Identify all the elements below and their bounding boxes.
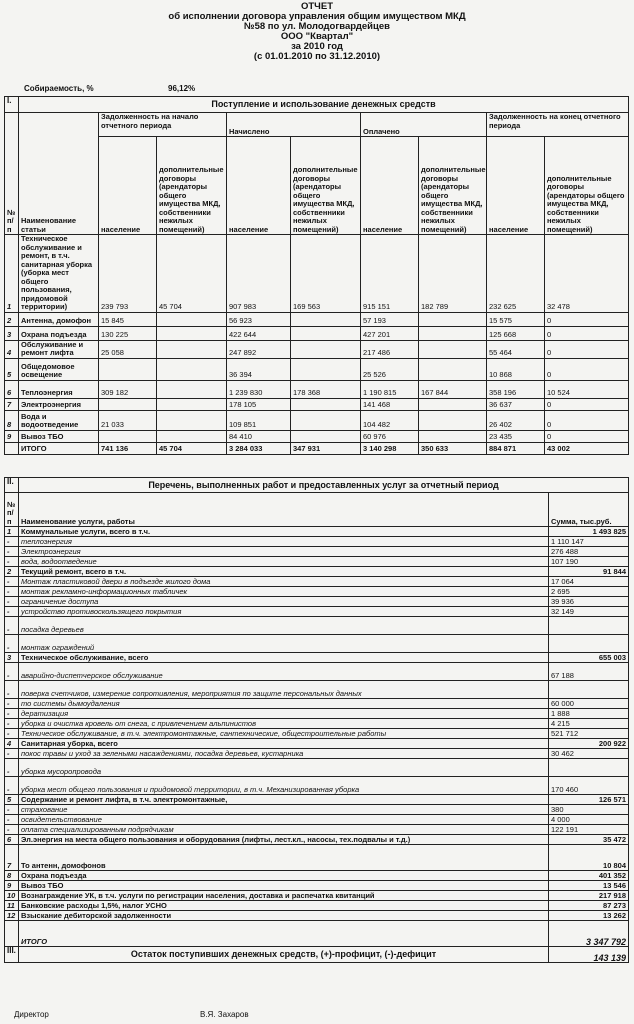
row-value: 0 bbox=[545, 326, 629, 340]
row-name: Содержание и ремонт лифта, в т.ч. электромонтажные, bbox=[19, 795, 549, 805]
row-number: - bbox=[5, 681, 19, 699]
row-sum: 122 191 bbox=[549, 825, 629, 835]
report-year: за 2010 год bbox=[291, 41, 343, 52]
service-row bbox=[5, 617, 629, 635]
row-number: - bbox=[5, 777, 19, 795]
row-value: 169 563 bbox=[291, 235, 361, 313]
row-value: 1 239 830 bbox=[227, 380, 291, 398]
row-value: 45 704 bbox=[157, 235, 227, 313]
row-name: ограничение доступа bbox=[19, 597, 549, 607]
row-value: 167 844 bbox=[419, 380, 487, 398]
balance-value: 143 139 bbox=[549, 947, 629, 963]
row-value: 247 892 bbox=[227, 340, 291, 358]
row-value bbox=[419, 358, 487, 380]
row-value: 26 402 bbox=[487, 410, 545, 430]
row-sum: 4 215 bbox=[549, 719, 629, 729]
col-service-header: Наименование услуги, работы bbox=[19, 493, 549, 527]
service-row bbox=[5, 527, 629, 537]
row-name: оплата специализированным подрядчикам bbox=[19, 825, 549, 835]
row-value: 178 105 bbox=[227, 398, 291, 410]
income-row bbox=[5, 398, 629, 410]
total-value: 347 931 bbox=[291, 442, 361, 454]
service-row bbox=[5, 567, 629, 577]
row-name: Общедомовое освещение bbox=[19, 358, 99, 380]
row-number: 6 bbox=[5, 380, 19, 398]
row-number: - bbox=[5, 617, 19, 635]
row-name: поверка счетчиков, измерение сопротивления, мероприятия по защите персональных данных bbox=[19, 681, 549, 699]
sub-pop-header: население bbox=[361, 137, 419, 235]
row-name: покос травы и уход за зелеными насаждениями, посадка деревьев, кустарника bbox=[19, 749, 549, 759]
row-value: 915 151 bbox=[361, 235, 419, 313]
row-sum: 1 888 bbox=[549, 709, 629, 719]
row-value bbox=[419, 312, 487, 326]
row-name: уборка мест общего пользования и придомовой территории, в т.ч. Механизированная уборка bbox=[19, 777, 549, 795]
signature-name: В.Я. Захаров bbox=[200, 1010, 249, 1019]
report-header bbox=[0, 2, 634, 62]
service-row bbox=[5, 835, 629, 845]
row-sum: 655 003 bbox=[549, 653, 629, 663]
row-value: 25 058 bbox=[99, 340, 157, 358]
row-sum bbox=[549, 635, 629, 653]
row-number: - bbox=[5, 663, 19, 681]
row-name: то системы дымоудаления bbox=[19, 699, 549, 709]
row-value bbox=[99, 430, 157, 442]
row-number: 12 bbox=[5, 911, 19, 921]
row-value: 0 bbox=[545, 358, 629, 380]
row-number: - bbox=[5, 557, 19, 567]
service-row bbox=[5, 709, 629, 719]
income-row bbox=[5, 312, 629, 326]
row-sum: 91 844 bbox=[549, 567, 629, 577]
service-row bbox=[5, 587, 629, 597]
row-number: 8 bbox=[5, 871, 19, 881]
row-value: 32 478 bbox=[545, 235, 629, 313]
sub-pop-header: население bbox=[227, 137, 291, 235]
row-sum: 39 936 bbox=[549, 597, 629, 607]
row-sum: 10 804 bbox=[549, 845, 629, 871]
row-value: 23 435 bbox=[487, 430, 545, 442]
row-name: Вода и водоотведение bbox=[19, 410, 99, 430]
row-value: 25 526 bbox=[361, 358, 419, 380]
section-1-number: I. bbox=[5, 97, 19, 113]
row-name: Техническое обслуживание, в т.ч. электромонтажные, сантехнические, общестроительные работы bbox=[19, 729, 549, 739]
row-value: 358 196 bbox=[487, 380, 545, 398]
row-value bbox=[157, 358, 227, 380]
row-sum bbox=[549, 759, 629, 777]
service-row bbox=[5, 739, 629, 749]
sub-pop-header: население bbox=[487, 137, 545, 235]
sub-add-header: дополнительные договоры (арендаторы общего имущества МКД, собственники нежилых помещений) bbox=[419, 137, 487, 235]
row-sum: 60 000 bbox=[549, 699, 629, 709]
report-subtitle: об исполнении договора управления общим имуществом МКД bbox=[168, 11, 466, 22]
col-number-header: № п/ п bbox=[5, 493, 19, 527]
service-row bbox=[5, 537, 629, 547]
row-number: - bbox=[5, 699, 19, 709]
row-number: 9 bbox=[5, 430, 19, 442]
row-number bbox=[5, 442, 19, 454]
row-value bbox=[99, 358, 157, 380]
report-address: №58 по ул. Молодогвардейцев bbox=[244, 21, 390, 32]
row-value: 125 668 bbox=[487, 326, 545, 340]
row-sum: 1 110 147 bbox=[549, 537, 629, 547]
row-name: Техническое обслуживание и ремонт, в т.ч. санитарная уборка (уборка мест общего пользования, придомовой территории) bbox=[19, 235, 99, 313]
service-row bbox=[5, 815, 629, 825]
row-value: 232 625 bbox=[487, 235, 545, 313]
row-name: Охрана подъезда bbox=[19, 326, 99, 340]
row-value: 309 182 bbox=[99, 380, 157, 398]
row-value: 0 bbox=[545, 430, 629, 442]
total-value: 3 284 033 bbox=[227, 442, 291, 454]
income-row bbox=[5, 358, 629, 380]
row-value: 141 468 bbox=[361, 398, 419, 410]
row-sum: 126 571 bbox=[549, 795, 629, 805]
row-number: - bbox=[5, 607, 19, 617]
row-number: 5 bbox=[5, 358, 19, 380]
row-sum: 200 922 bbox=[549, 739, 629, 749]
row-number bbox=[5, 921, 19, 947]
row-name: Вывоз ТБО bbox=[19, 430, 99, 442]
signature-role: Директор bbox=[14, 1010, 49, 1019]
service-row bbox=[5, 653, 629, 663]
row-value bbox=[419, 340, 487, 358]
row-value bbox=[157, 398, 227, 410]
service-row bbox=[5, 547, 629, 557]
row-name: страхование bbox=[19, 805, 549, 815]
row-name: монтаж рекламно-информационных табличек bbox=[19, 587, 549, 597]
row-value bbox=[157, 380, 227, 398]
row-sum: 17 064 bbox=[549, 577, 629, 587]
row-value: 15 575 bbox=[487, 312, 545, 326]
row-value: 130 225 bbox=[99, 326, 157, 340]
row-value: 21 033 bbox=[99, 410, 157, 430]
row-name: вода, водоотведение bbox=[19, 557, 549, 567]
section-3-title: Остаток поступивших денежных средств, (+)-профицит, (-)-дефицит bbox=[19, 947, 549, 963]
row-name: теплоэнергия bbox=[19, 537, 549, 547]
row-value: 0 bbox=[545, 410, 629, 430]
row-value bbox=[157, 410, 227, 430]
row-sum: 521 712 bbox=[549, 729, 629, 739]
row-name: Коммунальные услуги, всего в т.ч. bbox=[19, 527, 549, 537]
row-value: 55 464 bbox=[487, 340, 545, 358]
service-row bbox=[5, 557, 629, 567]
col-debt-start-header: Задолженность на начало отчетного периода bbox=[99, 113, 227, 137]
row-name: Электроэнергия bbox=[19, 547, 549, 557]
row-number: 11 bbox=[5, 901, 19, 911]
row-name: Вывоз ТБО bbox=[19, 881, 549, 891]
report-period: (с 01.01.2010 по 31.12.2010) bbox=[253, 51, 381, 62]
row-value: 182 789 bbox=[419, 235, 487, 313]
row-value bbox=[157, 430, 227, 442]
income-row bbox=[5, 235, 629, 313]
service-row bbox=[5, 805, 629, 815]
row-number: 2 bbox=[5, 312, 19, 326]
income-table bbox=[4, 96, 629, 455]
section-2-title: Перечень, выполненных работ и предоставленных услуг за отчетный период bbox=[19, 478, 629, 493]
row-sum bbox=[549, 681, 629, 699]
row-value bbox=[419, 398, 487, 410]
sub-pop-header: население bbox=[99, 137, 157, 235]
row-number: - bbox=[5, 805, 19, 815]
row-number: - bbox=[5, 587, 19, 597]
service-row bbox=[5, 759, 629, 777]
row-value bbox=[419, 326, 487, 340]
col-name-header: Наименование статьи bbox=[19, 113, 99, 235]
row-value bbox=[419, 430, 487, 442]
row-number: 1 bbox=[5, 235, 19, 313]
row-name: дератизация bbox=[19, 709, 549, 719]
row-number: 2 bbox=[5, 567, 19, 577]
row-number: 6 bbox=[5, 835, 19, 845]
collection-rate-value: 96,12% bbox=[168, 84, 196, 93]
row-name: освидетельствование bbox=[19, 815, 549, 825]
row-value bbox=[157, 340, 227, 358]
row-sum: 107 190 bbox=[549, 557, 629, 567]
service-row bbox=[5, 881, 629, 891]
row-number: - bbox=[5, 749, 19, 759]
income-row bbox=[5, 380, 629, 398]
service-row bbox=[5, 911, 629, 921]
service-row bbox=[5, 777, 629, 795]
row-number: - bbox=[5, 597, 19, 607]
total-label: ИТОГО bbox=[19, 921, 549, 947]
service-row bbox=[5, 795, 629, 805]
total-label: ИТОГО bbox=[19, 442, 99, 454]
row-number: - bbox=[5, 759, 19, 777]
row-value bbox=[291, 312, 361, 326]
row-name: уборка мусоропровода bbox=[19, 759, 549, 777]
income-row bbox=[5, 340, 629, 358]
row-value: 422 644 bbox=[227, 326, 291, 340]
row-name: Электроэнергия bbox=[19, 398, 99, 410]
report-title: ОТЧЕТ bbox=[300, 1, 333, 12]
service-row bbox=[5, 607, 629, 617]
service-row bbox=[5, 891, 629, 901]
total-value: 3 347 792 bbox=[549, 921, 629, 947]
row-value: 57 193 bbox=[361, 312, 419, 326]
service-row bbox=[5, 749, 629, 759]
row-value bbox=[291, 340, 361, 358]
row-number: - bbox=[5, 719, 19, 729]
row-sum: 32 149 bbox=[549, 607, 629, 617]
row-sum: 4 000 bbox=[549, 815, 629, 825]
row-sum: 217 918 bbox=[549, 891, 629, 901]
row-value bbox=[157, 312, 227, 326]
row-value: 239 793 bbox=[99, 235, 157, 313]
row-value: 60 976 bbox=[361, 430, 419, 442]
row-sum: 170 460 bbox=[549, 777, 629, 795]
row-number: 4 bbox=[5, 340, 19, 358]
row-number: - bbox=[5, 537, 19, 547]
row-sum: 380 bbox=[549, 805, 629, 815]
row-value bbox=[291, 326, 361, 340]
row-value bbox=[291, 430, 361, 442]
row-name: Теплоэнергия bbox=[19, 380, 99, 398]
row-name: устройство противоскользящего покрытия bbox=[19, 607, 549, 617]
row-value: 907 983 bbox=[227, 235, 291, 313]
row-name: То антенн, домофонов bbox=[19, 845, 549, 871]
row-sum: 13 546 bbox=[549, 881, 629, 891]
sub-add-header: дополнительные договоры (арендаторы общего имущества МКД, собственники нежилых помещений) bbox=[545, 137, 629, 235]
row-value: 84 410 bbox=[227, 430, 291, 442]
row-value: 10 868 bbox=[487, 358, 545, 380]
collection-rate-label: Собираемость, % bbox=[24, 84, 94, 93]
row-name: посадка деревьев bbox=[19, 617, 549, 635]
row-value: 15 845 bbox=[99, 312, 157, 326]
total-value: 741 136 bbox=[99, 442, 157, 454]
row-name: Вознаграждение УК, в т.ч. услуги по регистрации населения, доставка и распечатка квитанций bbox=[19, 891, 549, 901]
row-name: монтаж ограждений bbox=[19, 635, 549, 653]
row-value: 0 bbox=[545, 340, 629, 358]
service-row bbox=[5, 719, 629, 729]
row-number: 3 bbox=[5, 653, 19, 663]
report-company: ООО "Квартал" bbox=[280, 31, 354, 42]
row-number: 10 bbox=[5, 891, 19, 901]
row-number: - bbox=[5, 547, 19, 557]
col-charged-header: Начислено bbox=[227, 113, 361, 137]
row-name: Текущий ремонт, всего в т.ч. bbox=[19, 567, 549, 577]
row-value: 0 bbox=[545, 312, 629, 326]
total-value: 45 704 bbox=[157, 442, 227, 454]
row-name: аварийно-диспетчерское обслуживание bbox=[19, 663, 549, 681]
row-sum: 30 462 bbox=[549, 749, 629, 759]
row-number: 3 bbox=[5, 326, 19, 340]
income-total-row bbox=[5, 442, 629, 454]
service-row bbox=[5, 635, 629, 653]
col-debt-end-header: Задолженность на конец отчетного периода bbox=[487, 113, 629, 137]
row-sum: 35 472 bbox=[549, 835, 629, 845]
row-name: Банковские расходы 1,5%, налог УСНО bbox=[19, 901, 549, 911]
row-sum bbox=[549, 617, 629, 635]
row-value bbox=[291, 398, 361, 410]
row-number: 5 bbox=[5, 795, 19, 805]
service-row bbox=[5, 577, 629, 587]
row-value: 109 851 bbox=[227, 410, 291, 430]
section-1-title: Поступление и использование денежных средств bbox=[19, 97, 629, 113]
row-number: 4 bbox=[5, 739, 19, 749]
balance-row bbox=[5, 947, 629, 963]
row-value: 0 bbox=[545, 398, 629, 410]
row-value: 217 486 bbox=[361, 340, 419, 358]
row-value: 56 923 bbox=[227, 312, 291, 326]
services-total-row bbox=[5, 921, 629, 947]
row-name: Взыскание дебиторской задолженности bbox=[19, 911, 549, 921]
row-number: - bbox=[5, 825, 19, 835]
row-name: Охрана подъезда bbox=[19, 871, 549, 881]
row-value: 427 201 bbox=[361, 326, 419, 340]
row-value: 36 394 bbox=[227, 358, 291, 380]
section-3-number: III. bbox=[5, 947, 19, 963]
total-value: 3 140 298 bbox=[361, 442, 419, 454]
row-number: 7 bbox=[5, 845, 19, 871]
service-row bbox=[5, 597, 629, 607]
service-row bbox=[5, 729, 629, 739]
row-sum: 2 695 bbox=[549, 587, 629, 597]
row-name: Обслуживание и ремонт лифта bbox=[19, 340, 99, 358]
total-value: 350 633 bbox=[419, 442, 487, 454]
row-value bbox=[291, 358, 361, 380]
row-sum: 276 488 bbox=[549, 547, 629, 557]
row-number: - bbox=[5, 577, 19, 587]
row-number: - bbox=[5, 815, 19, 825]
row-number: 7 bbox=[5, 398, 19, 410]
service-row bbox=[5, 871, 629, 881]
row-number: - bbox=[5, 709, 19, 719]
income-row bbox=[5, 326, 629, 340]
income-row bbox=[5, 430, 629, 442]
row-sum: 87 273 bbox=[549, 901, 629, 911]
row-number: - bbox=[5, 635, 19, 653]
total-value: 884 871 bbox=[487, 442, 545, 454]
row-sum: 13 262 bbox=[549, 911, 629, 921]
row-value: 1 190 815 bbox=[361, 380, 419, 398]
service-row bbox=[5, 663, 629, 681]
row-number: 9 bbox=[5, 881, 19, 891]
row-value bbox=[99, 398, 157, 410]
row-sum: 67 188 bbox=[549, 663, 629, 681]
service-row bbox=[5, 825, 629, 835]
service-row bbox=[5, 681, 629, 699]
service-row bbox=[5, 845, 629, 871]
row-number: 8 bbox=[5, 410, 19, 430]
row-name: Монтаж пластиковой двери в подъезде жилого дома bbox=[19, 577, 549, 587]
row-value: 10 524 bbox=[545, 380, 629, 398]
row-value: 178 368 bbox=[291, 380, 361, 398]
row-number: - bbox=[5, 729, 19, 739]
row-name: Санитарная уборка, всего bbox=[19, 739, 549, 749]
service-row bbox=[5, 699, 629, 709]
sub-add-header: дополнительные договоры (арендаторы общего имущества МКД, собственники нежилых помещений) bbox=[291, 137, 361, 235]
collection-rate bbox=[24, 84, 196, 93]
col-sum-header: Сумма, тыс.руб. bbox=[549, 493, 629, 527]
row-name: Антенна, домофон bbox=[19, 312, 99, 326]
col-paid-header: Оплачено bbox=[361, 113, 487, 137]
row-value: 104 482 bbox=[361, 410, 419, 430]
row-value: 36 637 bbox=[487, 398, 545, 410]
row-name: уборка и очистка кровель от снега, с привлечением альпинистов bbox=[19, 719, 549, 729]
row-sum: 401 352 bbox=[549, 871, 629, 881]
row-value bbox=[419, 410, 487, 430]
service-row bbox=[5, 901, 629, 911]
row-name: Эл.энергия на места общего пользования и оборудования (лифты, лест.кл., насосы, тех.подвалы и т.д.) bbox=[19, 835, 549, 845]
services-table bbox=[4, 477, 629, 963]
row-number: 1 bbox=[5, 527, 19, 537]
income-row bbox=[5, 410, 629, 430]
sub-add-header: дополнительные договоры (арендаторы общего имущества МКД, собственники нежилых помещений) bbox=[157, 137, 227, 235]
row-value bbox=[157, 326, 227, 340]
row-sum: 1 493 825 bbox=[549, 527, 629, 537]
col-number-header: № п/ п bbox=[5, 113, 19, 235]
total-value: 43 002 bbox=[545, 442, 629, 454]
row-name: Техническое обслуживание, всего bbox=[19, 653, 549, 663]
row-value bbox=[291, 410, 361, 430]
section-2-number: II. bbox=[5, 478, 19, 493]
